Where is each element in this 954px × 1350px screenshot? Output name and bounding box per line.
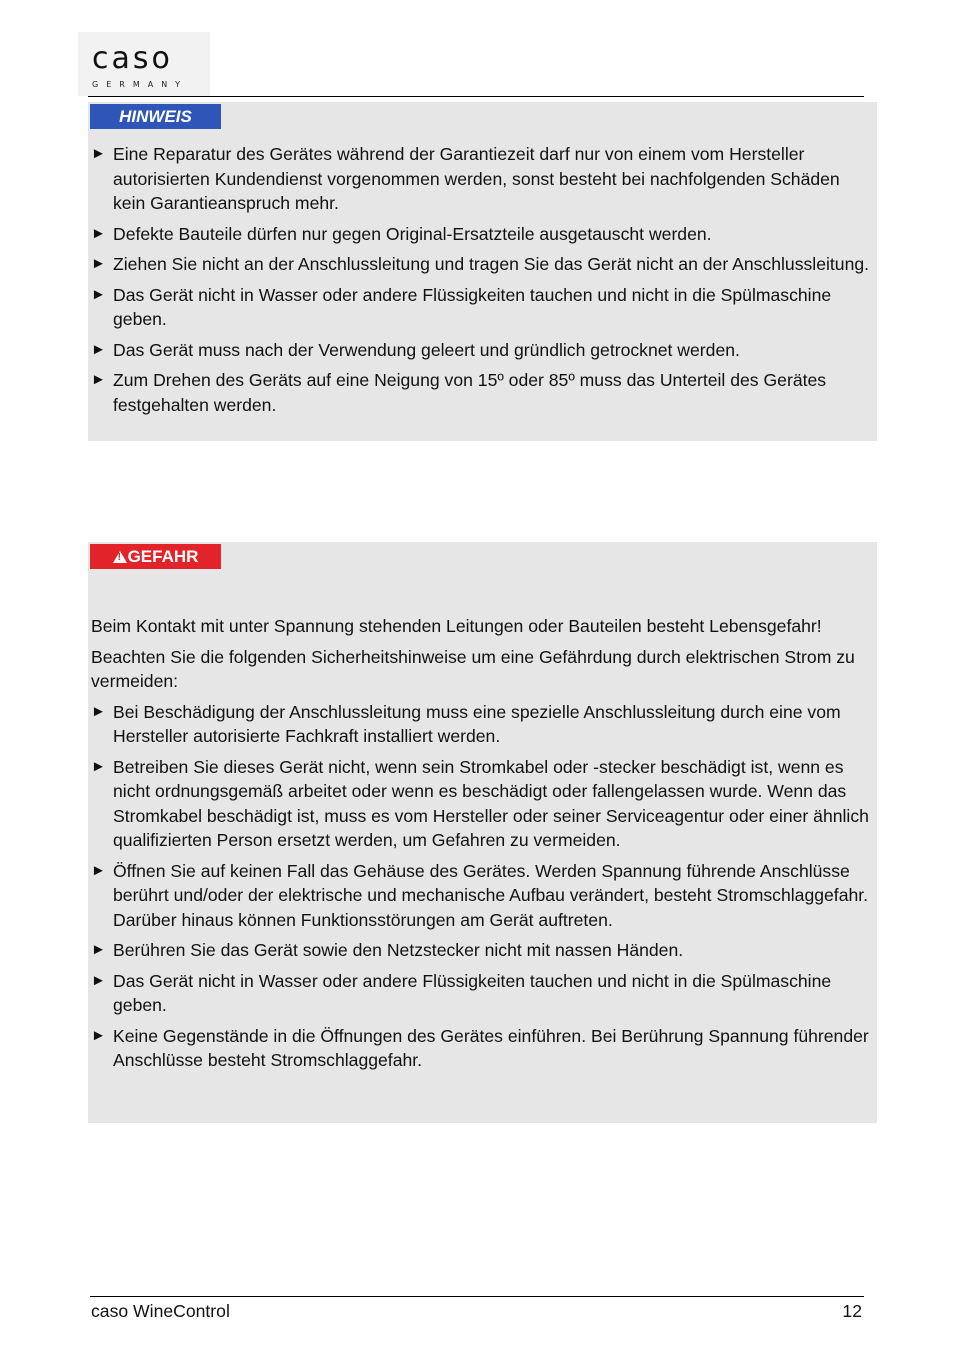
page-number: 12 [842, 1301, 862, 1321]
bullet-arrow-icon: ► [91, 224, 106, 242]
bullet-arrow-icon: ► [91, 757, 106, 775]
bullet-arrow-icon: ► [91, 340, 106, 358]
bullet-arrow-icon: ► [91, 702, 106, 720]
warning-triangle-icon [113, 551, 127, 563]
list-item-text: Keine Gegenstände in die Öffnungen des Gerätes einführen. Bei Berührung Spannung führender Anschlüsse besteht Stromschlaggefahr. [113, 1025, 869, 1070]
list-item-text: Berühren Sie das Gerät sowie den Netzstecker nicht mit nassen Händen. [113, 940, 684, 960]
bullet-arrow-icon: ► [91, 861, 106, 879]
list-item [91, 368, 875, 417]
gefahr-content [91, 614, 875, 1079]
list-item-text: Eine Reparatur des Gerätes während der Garantiezeit darf nur von einem vom Hersteller autorisierten Kundendienst vorgenommen werden, sonst besteht bei nachfolgenden Schäden kein Garantieanspruch mehr. [113, 144, 840, 213]
list-item-text: Ziehen Sie nicht an der Anschlussleitung und tragen Sie das Gerät nicht an der Anschlussleitung. [113, 254, 870, 274]
footer-rule [90, 1296, 864, 1297]
list-item [91, 222, 875, 247]
gefahr-intro-1: Beim Kontakt mit unter Spannung stehenden Leitungen oder Bauteilen besteht Lebensgefahr! [91, 616, 822, 636]
list-item [91, 283, 875, 332]
list-item [91, 859, 875, 933]
list-item [91, 969, 875, 1018]
list-item-text: Das Gerät nicht in Wasser oder andere Flüssigkeiten tauchen und nicht in die Spülmaschine geben. [113, 970, 832, 1015]
list-item [91, 938, 875, 963]
bullet-arrow-icon: ► [91, 255, 106, 272]
gefahr-box [88, 542, 877, 1123]
list-item [91, 1024, 875, 1073]
list-item-text: Öffnen Sie auf keinen Fall das Gehäuse des Gerätes. Werden Spannung führende Anschlüsse berührt und/oder der elektrische und mechanische Aufbau verändert, besteht Stromschlaggefahr. Darüber hinaus können Funktionsstörungen am Gerät auftreten. [113, 860, 869, 930]
logo-wordmark: caso [92, 41, 173, 76]
gefahr-list [91, 700, 875, 1073]
caso-logo [78, 32, 210, 96]
header-rule [88, 96, 864, 97]
list-item [91, 252, 875, 277]
list-item [91, 142, 875, 216]
hinweis-list [91, 142, 875, 417]
list-item-text: Bei Beschädigung der Anschlussleitung muss eine spezielle Anschlussleitung durch eine vom Hersteller autorisierte Fachkraft installiert werden. [113, 701, 841, 746]
bullet-arrow-icon: ► [91, 1026, 106, 1044]
list-item-text: Das Gerät nicht in Wasser oder andere Flüssigkeiten tauchen und nicht in die Spülmaschine geben. [113, 284, 832, 329]
bullet-arrow-icon: ► [91, 145, 106, 162]
list-item [91, 338, 875, 363]
hinweis-box [88, 102, 877, 441]
gefahr-intro-2: Beachten Sie die folgenden Sicherheitshinweise um eine Gefährdung durch elektrischen Strom zu vermeiden: [91, 646, 855, 691]
list-item-text: Betreiben Sie dieses Gerät nicht, wenn sein Stromkabel oder -stecker beschädigt ist, wenn es nicht ordnungsgemäß arbeitet oder wenn es beschädigt oder fallengelassen wurde. Wenn das Stromkabel beschädigt ist, muss es vom Hersteller oder seiner Serviceagentur oder einer ähnlich qualifizierten Person ersetzt werden, um Gefahren zu vermeiden. [113, 756, 869, 850]
bullet-arrow-icon: ► [91, 941, 106, 958]
gefahr-badge [90, 544, 221, 569]
bullet-arrow-icon: ► [91, 971, 106, 989]
list-item [91, 700, 875, 749]
hinweis-badge: HINWEIS [90, 104, 221, 129]
list-item-text: Defekte Bauteile dürfen nur gegen Original-Ersatzteile ausgetauscht werden. [113, 223, 712, 244]
bullet-arrow-icon: ► [91, 285, 106, 303]
list-item [91, 755, 875, 853]
footer-title: caso WineControl [91, 1301, 230, 1321]
bullet-arrow-icon: ► [91, 371, 106, 388]
list-item-text: Das Gerät muss nach der Verwendung geleert und gründlich getrocknet werden. [113, 339, 740, 360]
logo-subtitle: GERMANY [92, 80, 189, 89]
list-item-text: Zum Drehen des Geräts auf eine Neigung von 15º oder 85º muss das Unterteil des Gerätes festgehalten werden. [113, 370, 827, 415]
hinweis-content [91, 142, 875, 423]
gefahr-badge-label: GEFAHR [127, 547, 199, 566]
